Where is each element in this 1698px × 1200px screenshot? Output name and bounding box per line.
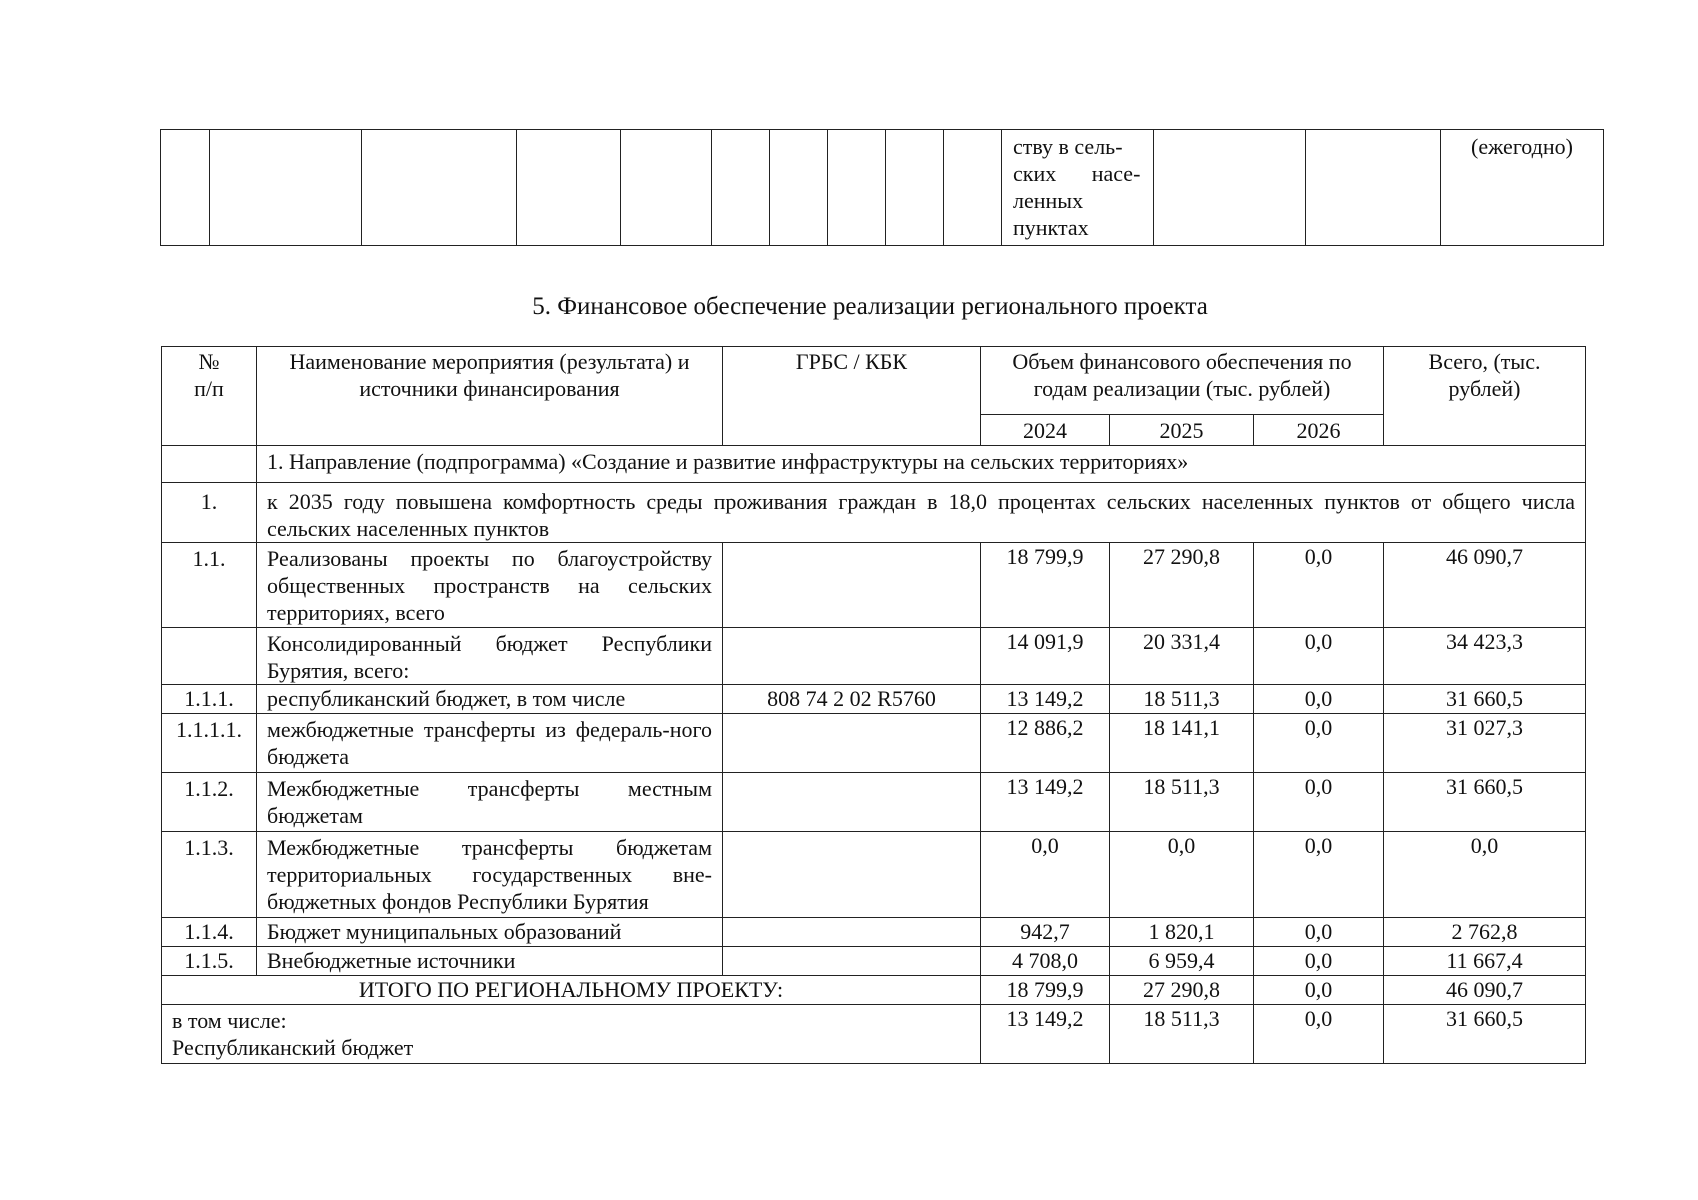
row-2026: 0,0 [1254, 543, 1384, 628]
row-total: 46 090,7 [1384, 543, 1586, 628]
fragment-cell [770, 130, 828, 246]
row-2026: 0,0 [1254, 918, 1384, 947]
row-total: 0,0 [1384, 832, 1586, 918]
row-name: Межбюджетные трансферты местным бюджетам [257, 773, 723, 832]
header-total-text: Всего, (тыс. рублей) [1428, 349, 1541, 401]
header-year-2025: 2025 [1110, 415, 1254, 446]
table-row [162, 947, 1586, 976]
table-row [162, 832, 1586, 918]
table-row [162, 628, 1586, 685]
goal-number: 1. [162, 483, 257, 543]
row-total: 2 762,8 [1384, 918, 1586, 947]
row-2025: 18 141,1 [1110, 714, 1254, 773]
header-row [162, 347, 1586, 415]
row-kbk [723, 947, 981, 976]
row-2024: 4 708,0 [981, 947, 1110, 976]
row-kbk [723, 773, 981, 832]
row-2025: 20 331,4 [1110, 628, 1254, 685]
row-name: межбюджетные трансферты из федераль-ного бюджета [257, 714, 723, 773]
row-2025: 27 290,8 [1110, 543, 1254, 628]
row-2025: 1 820,1 [1110, 918, 1254, 947]
row-2024: 942,7 [981, 918, 1110, 947]
fragment-line: ских насе- [1013, 161, 1141, 186]
row-number: 1.1. [162, 543, 257, 628]
row-name: Реализованы проекты по благоустройству общественных пространств на сельских территориях, всего [257, 543, 723, 628]
row-total: 31 660,5 [1384, 773, 1586, 832]
table-row [162, 773, 1586, 832]
row-number: 1.1.4. [162, 918, 257, 947]
table-row [162, 543, 1586, 628]
fragment-last-cell: (ежегодно) [1441, 130, 1604, 246]
row-number: 1.1.1.1. [162, 714, 257, 773]
row-2026: 0,0 [1254, 714, 1384, 773]
including-row [162, 1005, 1586, 1064]
header-volume: Объем финансового обеспечения по годам реализации (тыс. рублей) [981, 347, 1384, 415]
total-label: ИТОГО ПО РЕГИОНАЛЬНОМУ ПРОЕКТУ: [162, 976, 981, 1005]
row-2025: 18 511,3 [1110, 773, 1254, 832]
direction-number-cell [162, 446, 257, 483]
row-name: Внебюджетные источники [257, 947, 723, 976]
row-number: 1.1.3. [162, 832, 257, 918]
row-2024: 12 886,2 [981, 714, 1110, 773]
previous-table-fragment [160, 129, 1604, 246]
total-2024: 18 799,9 [981, 976, 1110, 1005]
finance-table [161, 346, 1586, 1064]
including-label [162, 1005, 981, 1064]
direction-row [162, 446, 1586, 483]
row-number: 1.1.5. [162, 947, 257, 976]
including-label-line: Республиканский бюджет [172, 1035, 414, 1060]
fragment-cell [944, 130, 1002, 246]
row-total: 31 660,5 [1384, 685, 1586, 714]
row-2024: 14 091,9 [981, 628, 1110, 685]
fragment-cell [828, 130, 886, 246]
row-name: Консолидированный бюджет Республики Бурятия, всего: [257, 628, 723, 685]
row-kbk: 808 74 2 02 R5760 [723, 685, 981, 714]
header-number [162, 347, 257, 446]
fragment-text-cell [1002, 130, 1154, 246]
table-row [162, 685, 1586, 714]
fragment-cell [161, 130, 210, 246]
fragment-cell [621, 130, 712, 246]
row-name: республиканский бюджет, в том числе [257, 685, 723, 714]
fragment-cell [712, 130, 770, 246]
total-row [162, 976, 1586, 1005]
header-year-2024: 2024 [981, 415, 1110, 446]
row-2026: 0,0 [1254, 685, 1384, 714]
row-name: Межбюджетные трансферты бюджетам территориальных государственных вне-бюджетных фондов Республики Бурятия [257, 832, 723, 918]
fragment-cell [362, 130, 517, 246]
including-2024: 13 149,2 [981, 1005, 1110, 1064]
row-name: Бюджет муниципальных образований [257, 918, 723, 947]
fragment-row [161, 130, 1604, 246]
row-2026: 0,0 [1254, 947, 1384, 976]
row-2026: 0,0 [1254, 628, 1384, 685]
fragment-line: ленных [1013, 188, 1084, 213]
row-2026: 0,0 [1254, 832, 1384, 918]
row-kbk [723, 543, 981, 628]
fragment-line: пунктах [1013, 215, 1089, 240]
fragment-cell [886, 130, 944, 246]
row-number [162, 628, 257, 685]
including-2026: 0,0 [1254, 1005, 1384, 1064]
including-label-line: в том числе: [172, 1008, 287, 1033]
row-kbk [723, 918, 981, 947]
direction-text: 1. Направление (подпрограмма) «Создание и развитие инфраструктуры на сельских территориях» [257, 446, 1586, 483]
table-row [162, 714, 1586, 773]
header-total [1384, 347, 1586, 446]
fragment-line [1013, 133, 1143, 160]
row-2024: 0,0 [981, 832, 1110, 918]
header-number-text: № п/п [194, 349, 224, 401]
row-2026: 0,0 [1254, 773, 1384, 832]
fragment-cell [210, 130, 362, 246]
row-2025: 18 511,3 [1110, 685, 1254, 714]
total-total: 46 090,7 [1384, 976, 1586, 1005]
row-number: 1.1.2. [162, 773, 257, 832]
row-2024: 13 149,2 [981, 773, 1110, 832]
row-2025: 6 959,4 [1110, 947, 1254, 976]
row-total: 31 027,3 [1384, 714, 1586, 773]
row-total: 11 667,4 [1384, 947, 1586, 976]
row-kbk [723, 628, 981, 685]
fragment-cell [517, 130, 621, 246]
row-2025: 0,0 [1110, 832, 1254, 918]
row-kbk [723, 714, 981, 773]
total-2025: 27 290,8 [1110, 976, 1254, 1005]
goal-row [162, 483, 1586, 543]
fragment-cell [1306, 130, 1441, 246]
fragment-cell [1154, 130, 1306, 246]
total-2026: 0,0 [1254, 976, 1384, 1005]
row-2024: 18 799,9 [981, 543, 1110, 628]
table-row [162, 918, 1586, 947]
row-number: 1.1.1. [162, 685, 257, 714]
section-title: 5. Финансовое обеспечение реализации регионального проекта [532, 293, 1208, 320]
header-name: Наименование мероприятия (результата) и источники финансирования [257, 347, 723, 446]
header-grbs: ГРБС / КБК [723, 347, 981, 446]
including-total: 31 660,5 [1384, 1005, 1586, 1064]
goal-text: к 2035 году повышена комфортность среды проживания граждан в 18,0 процентах сельских населенных пунктов от общего числа сельских населенных пунктов [257, 483, 1586, 543]
header-year-2026: 2026 [1254, 415, 1384, 446]
row-kbk [723, 832, 981, 918]
fragment-line-text: ству в сель- [1013, 134, 1123, 159]
row-total: 34 423,3 [1384, 628, 1586, 685]
including-2025: 18 511,3 [1110, 1005, 1254, 1064]
row-2024: 13 149,2 [981, 685, 1110, 714]
